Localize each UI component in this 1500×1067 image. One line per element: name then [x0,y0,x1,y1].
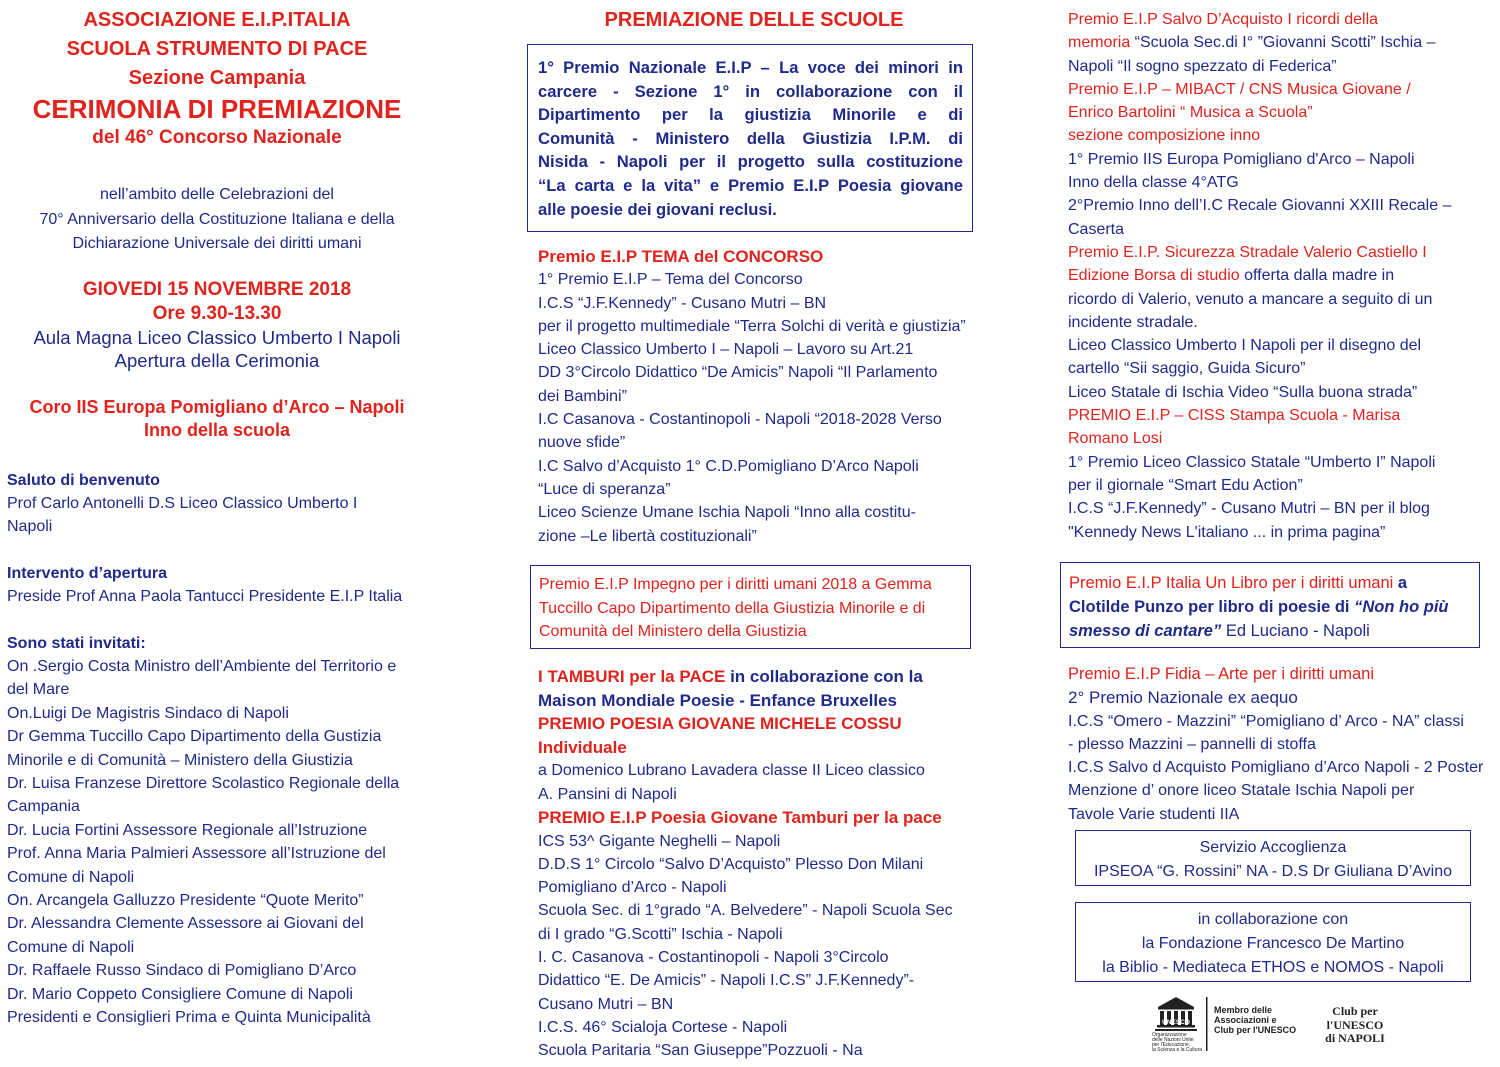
salvo-memoria: memoria [1068,34,1131,52]
celebration-context [7,183,427,257]
welcome-section [7,469,427,539]
salvo-section [1068,8,1480,544]
sicurezza-borsa: Edizione Borsa di studio [1068,267,1240,285]
maison-name: Maison Mondiale Poesie - Enfance Bruxelles [538,690,897,710]
diritti-award-line: Tuccillo Capo Dipartimento della Giustizia Minorile e di [539,599,926,617]
mibact-title [1068,78,1480,148]
libro-award-text [1069,571,1471,643]
tema-list [538,268,970,548]
tema-school: “Luce di speranza” [538,480,671,498]
invited-person: Dr. Luisa Franzese Direttore Scolastico Regionale della [7,774,400,792]
minori-award-text [538,56,963,221]
fidia-list [1068,710,1484,826]
mibact-list [1068,148,1480,241]
tema-title: Premio E.I.P TEMA del CONCORSO [538,247,824,266]
salvo-work: Napoli “Il sogno spezzato di Federica” [1068,57,1337,75]
membro-line: Club per l'UNESCO [1214,1025,1297,1035]
diritti-award-text [539,573,963,644]
tamburi-award: PREMIO E.I.P Poesia Giovane Tamburi per la pace [538,807,942,827]
fidia-section [1068,663,1484,826]
award-box-minori [527,44,973,232]
tamburi-school: di I grado “G.Scotti” Ischia - Napoli [538,925,783,943]
choir-name: Coro IIS Europa Pomigliano d’Arco – Napoli [29,396,405,417]
header-association: ASSOCIAZIONE E.I.P.ITALIA [83,9,351,31]
invited-person: del Mare [7,681,70,699]
membro-line: Associazioni e [1214,1015,1277,1025]
header-ceremony-title: CERIMONIA DI PREMIAZIONE [32,94,402,124]
mibact-school: Caserta [1068,220,1125,238]
welcome-title: Saluto di benvenuto [7,471,160,489]
unesco-org-line: delle Nazioni Unite [1152,1037,1194,1043]
tema-school: dei Bambini” [538,387,627,405]
libro-a: a [1393,574,1408,592]
unesco-logo-block [1150,993,1450,1053]
mibact-school: 1° Premio IIS Europa Pomigliano d'Arco – Napoli [1068,150,1415,168]
choir-block [7,396,427,443]
unesco-org-line: per l'Educazione, [1152,1042,1191,1048]
event-date-block [7,278,427,326]
tema-school: zione –Le libertà costituzionali” [538,527,757,545]
tamburi-title: I TAMBURI per la PACE [538,667,726,686]
tamburi-school: Scuola Paritaria “San Giuseppe”Pozzuoli - Na [538,1042,863,1060]
minori-award-line: 1° Premio Nazionale E.I.P – La voce dei minori in [538,58,963,77]
minori-award-line: Dipartimento per la giustizia Minorile e di [538,105,963,125]
servizio-box [1075,830,1471,886]
tamburi-school: I.C.S. 46° Scialoja Cortese - Napoli [538,1018,788,1036]
ciss-school: "Kennedy News L'italiano ... in prima pagina” [1068,523,1386,541]
tamburi-school: D.D.S 1° Circolo “Salvo D’Acquisto” Plesso Don Milani [538,855,924,873]
event-time: Ore 9.30-13.30 [152,302,282,324]
mibact-line: Enrico Bartolini “ Musica a Scuola” [1068,104,1313,122]
tamburi-school: ICS 53^ Gigante Neghelli – Napoli [538,832,781,850]
minori-award-line: carcere - Sezione 1° in collaborazione con il [538,81,963,101]
collab-line: in collaborazione con [1197,911,1349,928]
libro-title: Premio E.I.P Italia Un Libro per i diritti umani [1069,574,1394,592]
servizio-title: Servizio Accoglienza [1199,839,1347,856]
column-ceremony [7,0,427,1029]
invited-person: Minorile e di Comunità – Ministero della Giustizia [7,751,353,769]
sicurezza-line: incidente stradale. [1068,313,1198,331]
event-date: GIOVEDI 15 NOVEMBRE 2018 [82,278,352,300]
invited-person: Dr. Alessandra Clemente Assessore ai Giovani del [7,915,364,933]
tema-school: DD 3°Circolo Didattico “De Amicis” Napoli “Il Parlamento [538,364,938,382]
ciss-school: 1° Premio Liceo Classico Statale “Umberto I” Napoli [1068,453,1436,471]
salvo-school: “Scuola Sec.di I° ”Giovanni Scotti” Ischia – [1130,34,1436,52]
tema-school: nuove sfide” [538,434,626,452]
collab-line: la Biblio - Mediateca ETHOS e NOMOS - Napoli [1102,959,1444,976]
welcome-line: Napoli [7,518,53,536]
sicurezza-line: cartello “Sii saggio, Guida Sicuro” [1068,360,1306,378]
ambito-line: 70° Anniversario della Costituzione Italiana e della [39,210,395,228]
tema-school: I.C Casanova - Costantinopoli - Napoli “2018-2028 Verso [538,411,942,429]
event-venue-block [7,326,427,373]
invited-person: Dr. Lucia Fortini Assessore Regionale all’Istruzione [7,821,368,839]
ceremony-header [7,6,427,150]
tamburi-school: I. C. Casanova - Costantinopoli - Napoli 3°Circolo [538,949,889,967]
lubrano-line: a Domenico Lubrano Lavadera classe II Liceo classico [538,762,925,780]
salvo-title: Premio E.I.P Salvo D’Acquisto I ricordi della [1068,11,1379,28]
ciss-title-line: Romano Losi [1068,430,1163,448]
event-venue: Aula Magna Liceo Classico Umberto I Napoli [33,326,401,348]
mibact-school: 2°Premio Inno dell’I.C Recale Giovanni XXIII Recale – [1068,197,1452,215]
tema-section [538,245,970,548]
diritti-award-line: Premio E.I.P Impegno per i diritti umani 2018 a Gemma [539,576,932,593]
libro-publisher: Ed Luciano - Napoli [1221,622,1370,640]
invited-person: Comune di Napoli [7,868,135,886]
minori-award-line: “La carta e la vita” e Premio E.I.P Poesia giovane [538,175,963,195]
minori-award-line: Comunità - Ministero della Giustizia I.P.M. di [538,128,963,148]
ciss-school: per il giornale “Smart Edu Action” [1068,476,1303,494]
libro-book-title: “Non ho più smesso di cantare” [1069,598,1449,640]
ambito-line: nell’ambito delle Celebrazioni del [100,186,334,203]
collab-line: la Fondazione Francesco De Martino [1141,935,1405,952]
opening-section [7,562,427,609]
ceremony-opening: Apertura della Cerimonia [114,350,320,371]
tamburi-school: Didattico “E. De Amicis” - Napoli I.C.S” J.F.Kennedy”- [538,972,915,990]
club-line: di NAPOLI [1325,1031,1385,1045]
minori-award-line: alle poesie dei giovani reclusi. [538,199,777,219]
minori-award-line: Nisida - Napoli per il progetto sulla costituzione [538,152,963,172]
invited-person: Prof. Anna Maria Palmieri Assessore all’Istruzione del [7,845,386,863]
header-contest: del 46° Concorso Nazionale [92,127,342,148]
diritti-award-line: Comunità del Ministero della Giustizia [539,623,807,640]
collaboration-box [1075,902,1471,982]
award-box-libro [1060,562,1480,648]
sicurezza-line: Liceo Classico Umberto I Napoli per il disegno del [1068,337,1422,355]
ciss-school: I.C.S “J.F.Kennedy” - Cusano Mutri – BN per il blog [1068,500,1430,518]
sicurezza-title: Premio E.I.P. Sicurezza Stradale Valerio Castiello I [1068,243,1427,261]
fidia-school: Menzione d’ onore liceo Statale Ischia Napoli per [1068,782,1415,800]
choir-hymn: Inno della scuola [143,420,291,440]
invited-person: Dr. Raffaele Russo Sindaco di Pomigliano D’Arco [7,962,357,980]
club-line: Club per [1332,1004,1378,1018]
tamburi-school: Cusano Mutri – BN [538,995,674,1013]
unesco-logo-icon [1150,993,1450,1053]
unesco-word: UNESCO [1162,1019,1190,1026]
sicurezza-line: ricordo di Valerio, venuto a mancare a seguito di un [1068,290,1433,308]
sicurezza-offer: offerta dalla madre in [1239,267,1395,285]
mibact-line: Premio E.I.P – MIBACT / CNS Musica Giovane / [1068,80,1411,98]
unesco-org-line: la Scienza e la Cultura [1152,1047,1203,1053]
tema-school: Liceo Classico Umberto I – Napoli – Lavoro su Art.21 [538,341,914,359]
header-subtitle: SCUOLA STRUMENTO DI PACE [66,38,368,60]
ciss-list [1068,451,1480,544]
ambito-line: Dichiarazione Universale dei diritti umani [72,235,362,252]
mibact-school: Inno della classe 4°ATG [1068,174,1239,192]
tamburi-section [538,665,970,1063]
fidia-school: Tavole Varie studenti IIA [1068,805,1240,823]
tamburi-collab: in collaborazione con la [725,667,923,686]
ciss-title-line: PREMIO E.I.P – CISS Stampa Scuola - Marisa [1068,407,1401,425]
tema-school: per il progetto multimediale “Terra Solchi di verità e giustizia” [538,317,966,335]
schools-title: PREMIAZIONE DELLE SCUOLE [604,9,904,31]
lubrano-line: A. Pansini di Napoli [538,785,677,803]
ciss-title [1068,404,1480,451]
unesco-org-line: Organizzazione [1152,1032,1187,1038]
award-box-diritti [530,565,971,649]
opening-title: Intervento d’apertura [7,564,168,582]
tamburi-school: Pomigliano d’Arco - Napoli [538,879,727,897]
fidia-school: I.C.S “Omero - Mazzini” “Pomigliano d’ Arco - NA” classi [1068,712,1464,730]
invited-list [7,655,427,1030]
invited-person: On .Sergio Costa Ministro dell’Ambiente del Territorio e [7,657,397,675]
opening-line: Preside Prof Anna Paola Tantucci Presidente E.I.P Italia [7,588,403,606]
invited-person: Dr. Mario Coppeto Consigliere Comune di Napoli [7,985,353,1003]
membro-line: Membro delle [1214,1005,1273,1015]
sicurezza-line: Liceo Statale di Ischia Video “Sulla buona strada” [1068,383,1418,401]
invited-person: On.Luigi De Magistris Sindaco di Napoli [7,704,289,722]
mibact-line: sezione composizione inno [1068,127,1261,145]
invited-person: Presidenti e Consiglieri Prima e Quinta Municipalità [7,1009,371,1027]
fidia-title: Premio E.I.P Fidia – Arte per i diritti umani [1068,665,1374,683]
tema-school: Liceo Scienze Umane Ischia Napoli “Inno alla costitu- [538,504,916,522]
tema-school: I.C Salvo d’Acquisto 1° C.D.Pomigliano D’Arco Napoli [538,457,919,475]
sicurezza-list [1068,288,1480,404]
tema-school: 1° Premio E.I.P – Tema del Concorso [538,271,803,289]
header-section: Sezione Campania [128,67,306,89]
individuale-label: Individuale [538,737,627,757]
welcome-line: Prof Carlo Antonelli D.S Liceo Classico Umberto I [7,494,358,512]
fidia-school: - plesso Mazzini – pannelli di stoffa [1068,735,1316,753]
tamburi-list [538,830,970,1063]
invited-title: Sono stati invitati: [7,634,146,652]
cossu-award: PREMIO POESIA GIOVANE MICHELE COSSU [538,714,902,734]
invited-person: On. Arcangela Galluzzo Presidente “Quote Merito” [7,892,364,909]
fidia-school: I.C.S Salvo d Acquisto Pomigliano d’Arco Napoli - 2 Poster [1068,759,1484,777]
fidia-subtitle: 2° Premio Nazionale ex aequo [1068,688,1298,708]
invited-person: Comune di Napoli [7,938,135,956]
invited-section [7,632,427,1030]
servizio-school: IPSEOA “G. Rossini” NA - D.S Dr Giuliana D’Avino [1093,863,1453,880]
club-line: l'UNESCO [1326,1018,1384,1032]
tamburi-school: Scuola Sec. di 1°grado “A. Belvedere” - Napoli Scuola Sec [538,902,953,920]
invited-person: Campania [7,798,80,816]
tema-school: I.C.S “J.F.Kennedy” - Cusano Mutri – BN [538,294,827,312]
invited-person: Dr Gemma Tuccillo Capo Dipartimento della Gustizia [7,728,382,746]
libro-author: Clotilde Punzo per libro di poesie di [1069,598,1355,616]
